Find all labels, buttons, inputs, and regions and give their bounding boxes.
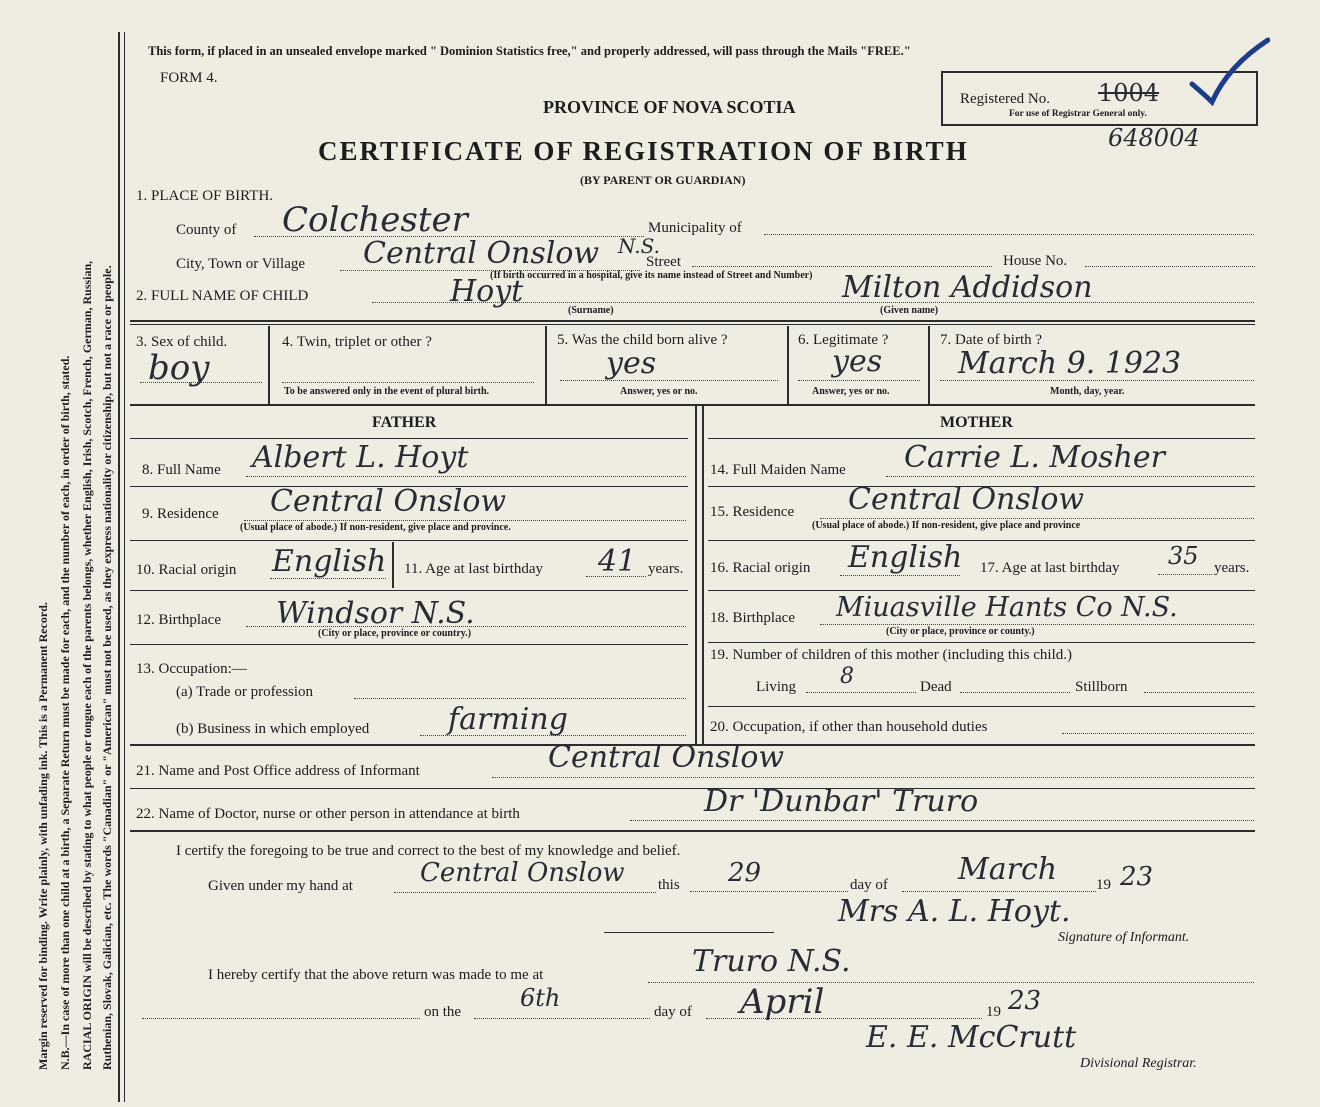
father-res-note: (Usual place of abode.) If non-resident, give place and province. (240, 522, 511, 533)
informant-caption: Signature of Informant. (1058, 930, 1190, 945)
year-prefix: 19 (1096, 877, 1111, 893)
col-div-4 (928, 326, 930, 404)
father-res-value: Central Onslow (270, 484, 507, 519)
house-label: House No. (1003, 253, 1068, 269)
legit-line (798, 380, 920, 381)
registered-value: 1004 (1098, 79, 1160, 107)
check-mark-icon (1188, 36, 1270, 106)
mother-race-label: 16. Racial origin (710, 560, 811, 576)
doctor-value: Dr 'Dunbar' Truro (704, 784, 979, 819)
mother-name-label: 14. Full Maiden Name (710, 462, 846, 478)
father-age-label: 11. Age at last birthday (404, 561, 543, 577)
on-the-label: on the (424, 1004, 462, 1020)
doctor-label: 22. Name of Doctor, nurse or other person in attendance at birth (136, 806, 520, 822)
left-border-inner (124, 32, 125, 1102)
mother-res-value: Central Onslow (848, 482, 1085, 517)
father-res-line (244, 520, 686, 521)
mother-name-value: Carrie L. Mosher (904, 440, 1165, 475)
registration-number: 648004 (1108, 124, 1200, 152)
mother-age-value: 35 (1168, 542, 1199, 570)
city-extra: N.S. (618, 234, 660, 258)
registrar-place-line (648, 982, 1254, 983)
signature-line (604, 932, 774, 933)
father-trade-line (354, 698, 686, 699)
dob-value: March 9. 1923 (958, 346, 1182, 381)
mother-res-line (820, 518, 1254, 519)
registrar-left-line (142, 1018, 420, 1019)
father-business-value: farming (448, 702, 568, 737)
child-name-label: 2. FULL NAME OF CHILD (136, 288, 309, 304)
side-note-3: RACIAL ORIGIN will be described by stating to what people or tongue each of the parents belongs, whether English, Irish, Scotch, French, German, Russian, (80, 260, 94, 1070)
father-race-divider (392, 542, 394, 588)
stillborn-line (1144, 692, 1254, 693)
sex-value: boy (148, 348, 210, 388)
place-of-birth-label: 1. PLACE OF BIRTH. (136, 188, 274, 204)
father-name-label: 8. Full Name (142, 462, 221, 478)
registrar-place-value: Truro N.S. (692, 944, 851, 979)
mother-occ-line (1062, 733, 1254, 734)
reg-year-prefix: 19 (986, 1004, 1001, 1020)
page-title: CERTIFICATE OF REGISTRATION OF BIRTH (318, 136, 969, 166)
informant-value: Central Onslow (548, 740, 785, 775)
month-value: March (958, 852, 1058, 887)
mother-birth-value: Miuasville Hants Co N.S. (836, 592, 1178, 623)
mail-notice: This form, if placed in an unsealed envelope marked " Dominion Statistics free," and properly addressed, will pass through the Mails "FREE." (148, 44, 911, 58)
father-birth-note: (City or place, province or country.) (318, 628, 472, 639)
alive-note: Answer, yes or no. (620, 386, 698, 397)
mother-age-label: 17. Age at last birthday (980, 560, 1120, 576)
mother-birth-label: 18. Birthplace (710, 610, 795, 626)
dob-note: Month, day, year. (1050, 386, 1125, 397)
given-caption: (Given name) (880, 305, 939, 316)
stillborn-label: Stillborn (1075, 679, 1128, 695)
left-border (118, 32, 120, 1102)
father-race-value: English (272, 544, 387, 579)
registrar-note: For use of Registrar General only. (1009, 109, 1147, 119)
mother-birth-line (820, 624, 1254, 625)
father-occ-label: 13. Occupation:— (136, 661, 247, 677)
mother-birth-note: (City or place, province or county.) (886, 626, 1035, 637)
side-note-4: Ruthenian, Slovak, Galician, etc. The words "Canadian" or "American" must not be used, as they express nationality or citizenship, but not a race or people. (100, 265, 114, 1070)
registrar-caption: Divisional Registrar. (1080, 1056, 1197, 1071)
father-business-label: (b) Business in which employed (176, 721, 370, 737)
legit-value: yes (832, 344, 883, 379)
twin-label: 4. Twin, triplet or other ? (282, 334, 432, 350)
divider-2 (130, 404, 1255, 406)
city-label: City, Town or Village (176, 256, 306, 272)
divider-1 (130, 320, 1255, 322)
mother-name-line (886, 476, 1254, 477)
col-div-2 (545, 326, 547, 404)
mother-row-line-3 (708, 590, 1255, 591)
child-given-name: Milton Addidson (842, 270, 1093, 305)
legit-label: 6. Legitimate ? (798, 332, 889, 348)
city-value: Central Onslow (363, 236, 600, 271)
mother-res-label: 15. Residence (710, 504, 795, 520)
father-race-label: 10. Racial origin (136, 562, 237, 578)
reg-month-value: April (740, 982, 825, 1022)
twin-note: To be answered only in the event of plural birth. (284, 386, 490, 397)
page-subtitle: (BY PARENT OR GUARDIAN) (580, 173, 746, 187)
certify-statement: I certify the foregoing to be true and correct to the best of my knowledge and belief. (176, 843, 681, 859)
living-line (806, 692, 916, 693)
reg-day-value: 6th (520, 984, 561, 1012)
father-name-line (246, 476, 686, 477)
doctor-line (630, 820, 1254, 821)
father-res-label: 9. Residence (142, 506, 219, 522)
father-name-value: Albert L. Hoyt (252, 440, 469, 475)
father-age-value: 41 (598, 544, 637, 579)
father-row-line-3 (130, 590, 688, 591)
twin-line (282, 382, 534, 383)
municipality-line (764, 234, 1254, 235)
registrar-statement: I hereby certify that the above return was made to me at (208, 967, 544, 983)
dob-label: 7. Date of birth ? (940, 332, 1043, 348)
registrar-signature: E. E. McCrutt (866, 1020, 1077, 1055)
father-heading-line (130, 438, 688, 439)
divider-5 (130, 830, 1255, 832)
form-number: FORM 4. (160, 70, 218, 86)
province-heading: PROVINCE OF NOVA SCOTIA (543, 97, 796, 117)
informant-line (492, 777, 1254, 778)
given-place-line (394, 892, 656, 893)
year-value: 23 (1120, 862, 1154, 892)
mother-age-line (1158, 574, 1212, 575)
col-div-3 (787, 326, 789, 404)
mother-occ-label: 20. Occupation, if other than household duties (710, 719, 988, 735)
side-note-2: N.B.—In case of more than one child at a birth, a Separate Return must be made for each, and the number of each, in order of birth, stated. (58, 355, 72, 1070)
alive-value: yes (606, 346, 657, 381)
mother-race-line (840, 575, 960, 576)
father-trade-label: (a) Trade or profession (176, 684, 314, 700)
reg-day-line (474, 1018, 650, 1019)
mother-row-line-4 (708, 642, 1255, 643)
sex-label: 3. Sex of child. (136, 334, 228, 350)
street-label: Street (646, 254, 681, 270)
reg-year-value: 23 (1008, 986, 1042, 1016)
legit-note: Answer, yes or no. (812, 386, 890, 397)
mother-age-unit: years. (1214, 560, 1250, 576)
municipality-label: Municipality of (648, 220, 742, 236)
day-line (690, 891, 848, 892)
parent-divider-a (695, 406, 697, 744)
alive-label: 5. Was the child born alive ? (557, 332, 728, 348)
registered-label: Registered No. (960, 91, 1050, 107)
col-div-1 (268, 326, 270, 404)
street-line (692, 266, 992, 267)
parent-divider-b (702, 406, 704, 744)
house-line (1085, 266, 1255, 267)
dead-line (960, 692, 1070, 693)
informant-label: 21. Name and Post Office address of Informant (136, 763, 420, 779)
divider-4 (130, 788, 1255, 789)
dead-label: Dead (920, 679, 952, 695)
living-value: 8 (840, 664, 854, 689)
county-label: County of (176, 222, 237, 238)
father-birth-value: Windsor N.S. (276, 596, 475, 631)
father-row-line-2 (130, 540, 688, 541)
side-note-1: Margin reserved for binding. Write plainly, with unfading ink. This is a Permanent Record. (36, 602, 50, 1070)
month-line (902, 891, 1096, 892)
given-label: Given under my hand at (208, 878, 353, 894)
mother-heading: MOTHER (940, 414, 1013, 431)
mother-children-label: 19. Number of children of this mother (including this child.) (710, 647, 1073, 663)
mother-res-note: (Usual place of abode.) If non-resident, give place and province (812, 520, 1081, 531)
hospital-note: (If birth occurred in a hospital, give its name instead of Street and Number) (490, 270, 813, 281)
reg-day-of-label: day of (654, 1004, 692, 1020)
informant-signature: Mrs A. L. Hoyt. (838, 894, 1071, 929)
divider-1b (130, 324, 1255, 325)
mother-row-line-2 (708, 540, 1255, 541)
given-place-value: Central Onslow (420, 858, 625, 888)
this-label: this (658, 877, 680, 893)
mother-heading-line (708, 438, 1255, 439)
county-value: Colchester (282, 200, 468, 240)
margin-notes (0, 40, 120, 1100)
mother-race-value: English (848, 540, 963, 575)
day-value: 29 (728, 858, 762, 888)
father-birth-label: 12. Birthplace (136, 612, 221, 628)
mother-row-line-5 (708, 706, 1255, 707)
alive-line (560, 380, 778, 381)
father-age-unit: years. (648, 561, 684, 577)
living-label: Living (756, 679, 796, 695)
day-of-label: day of (850, 877, 888, 893)
child-surname: Hoyt (450, 274, 524, 309)
surname-caption: (Surname) (568, 305, 614, 316)
father-row-line-4 (130, 644, 688, 645)
father-heading: FATHER (372, 414, 437, 431)
